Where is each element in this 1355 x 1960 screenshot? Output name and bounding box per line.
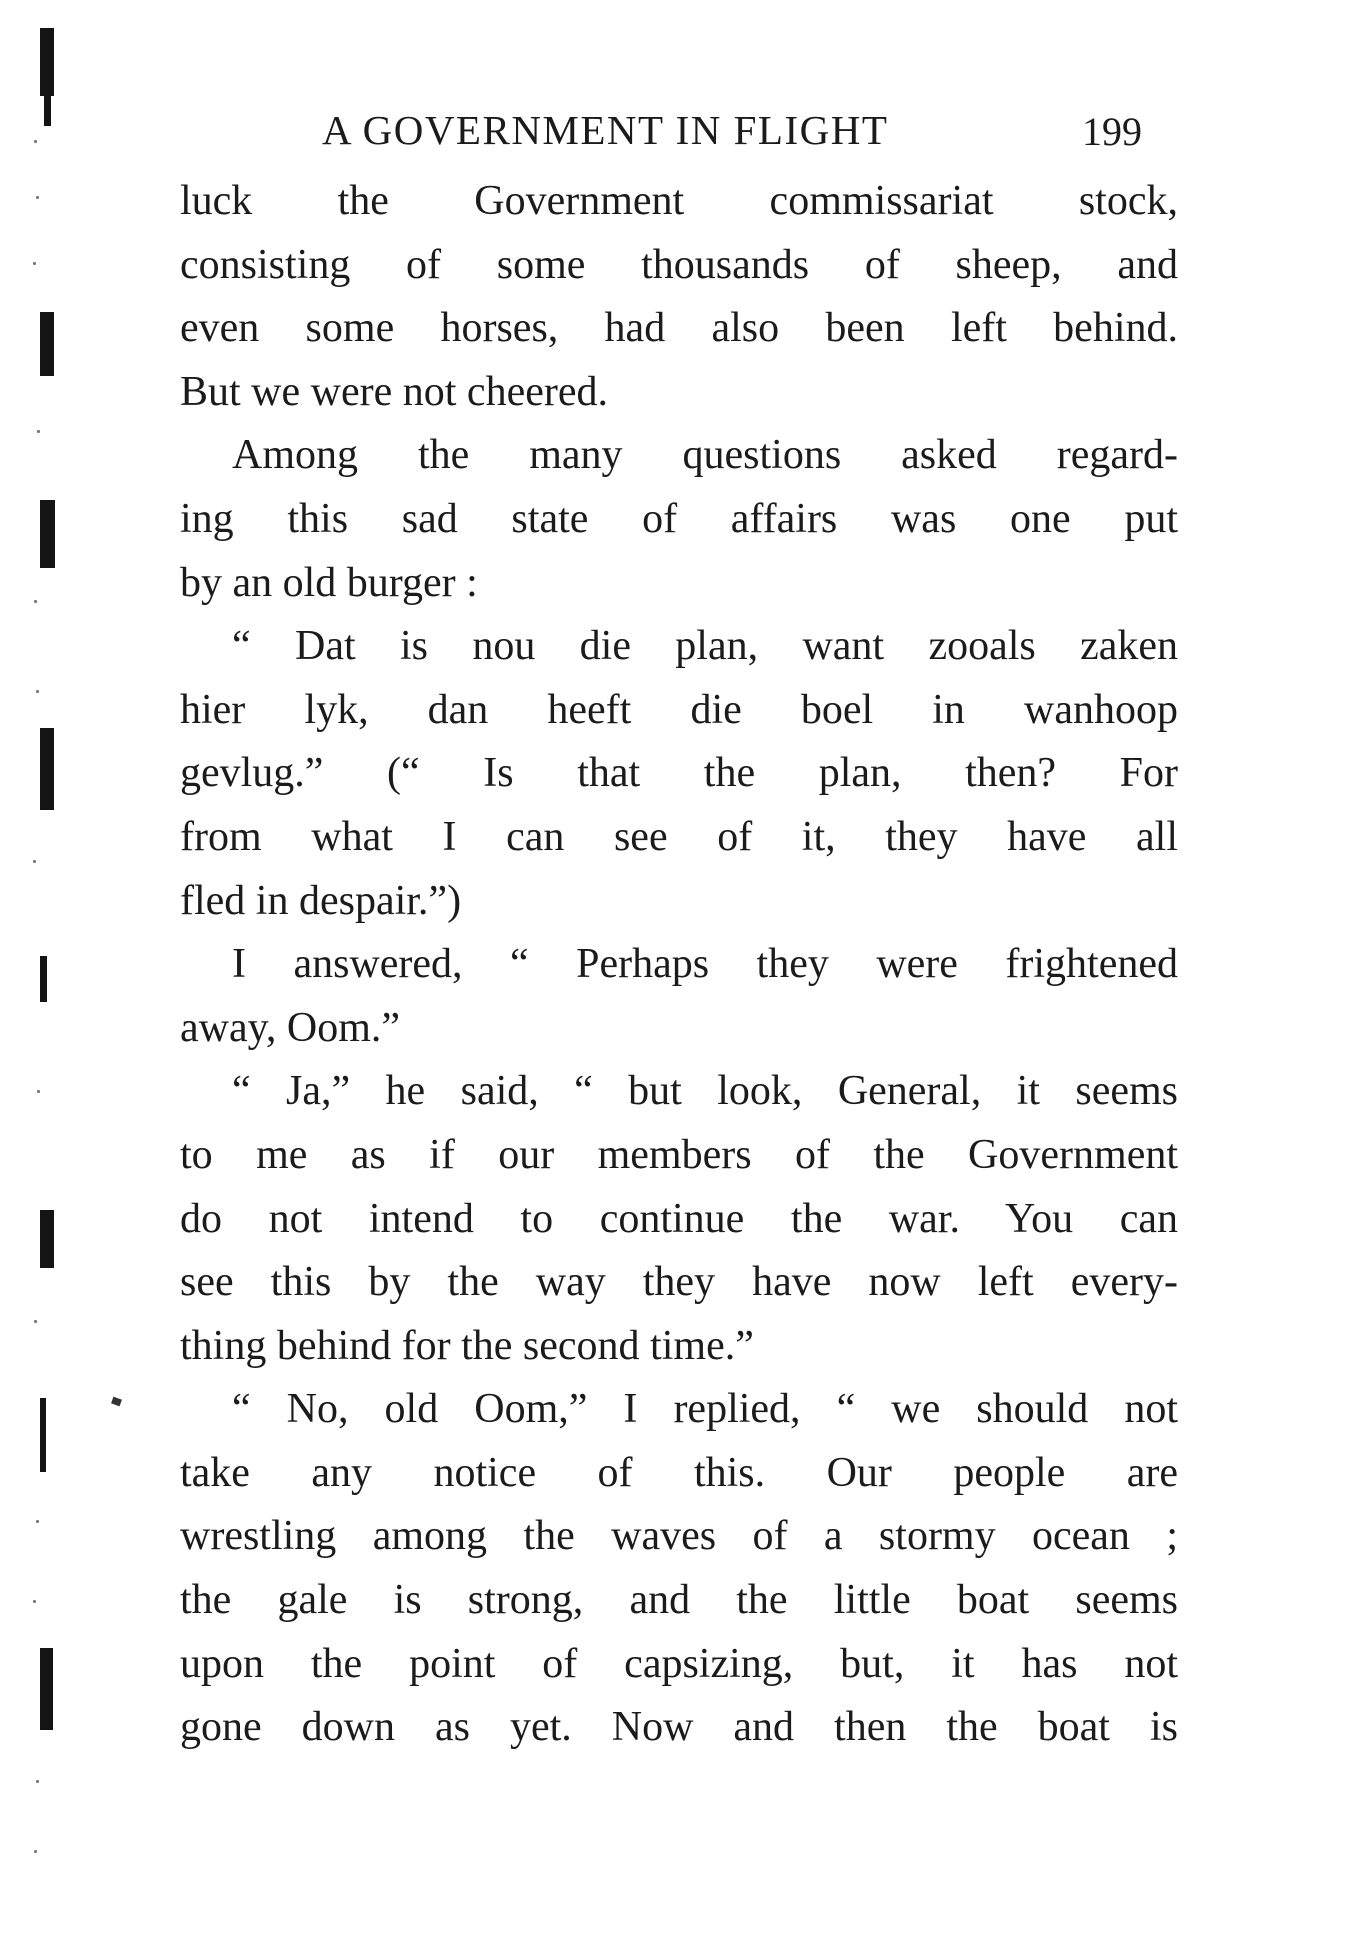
- text-line: to me as if our members of the Government: [180, 1131, 1178, 1178]
- text-line: away, Oom.”: [180, 1004, 401, 1051]
- page-number: 199: [1082, 109, 1142, 154]
- text-line: luck the Government commissariat stock,: [180, 178, 1178, 224]
- body-text: [180, 170, 1178, 1760]
- text-line: hier lyk, dan heeft die boel in wanhoop: [180, 686, 1178, 733]
- text-line: see this by the way they have now left every-: [180, 1259, 1178, 1306]
- margin-mark: [111, 1397, 122, 1407]
- text-line: “ Dat is nou die plan, want zooals zaken: [232, 623, 1178, 670]
- text-line: by an old burger :: [180, 559, 478, 606]
- text-line: consisting of some thousands of sheep, and: [180, 241, 1178, 288]
- text-line: gevlug.” (“ Is that the plan, then? For: [180, 750, 1178, 797]
- text-line: wrestling among the waves of a stormy ocean ;: [180, 1513, 1178, 1560]
- text-line: the gale is strong, and the little boat seems: [180, 1577, 1178, 1624]
- text-line: from what I can see of it, they have all: [180, 813, 1178, 860]
- text-line: “ No, old Oom,” I replied, “ we should not: [232, 1386, 1178, 1433]
- text-line: “ Ja,” he said, “ but look, General, it seems: [232, 1068, 1178, 1115]
- text-line: take any notice of this. Our people are: [180, 1449, 1178, 1496]
- text-line: thing behind for the second time.”: [180, 1322, 754, 1369]
- text-line: But we were not cheered.: [180, 368, 608, 415]
- running-header: [180, 106, 1180, 166]
- text-line: even some horses, had also been left behind.: [180, 305, 1178, 352]
- text-line: Among the many questions asked regard-: [232, 432, 1178, 479]
- running-title: A GOVERNMENT IN FLIGHT: [322, 107, 889, 153]
- text-line: I answered, “ Perhaps they were frightened: [232, 941, 1178, 988]
- text-line: gone down as yet. Now and then the boat is: [180, 1704, 1178, 1751]
- text-line: do not intend to continue the war. You can: [180, 1195, 1178, 1242]
- text-line: ing this sad state of affairs was one put: [180, 495, 1178, 542]
- binding-edge: [0, 0, 70, 1960]
- text-line: upon the point of capsizing, but, it has not: [180, 1640, 1178, 1687]
- text-line: fled in despair.”): [180, 877, 462, 924]
